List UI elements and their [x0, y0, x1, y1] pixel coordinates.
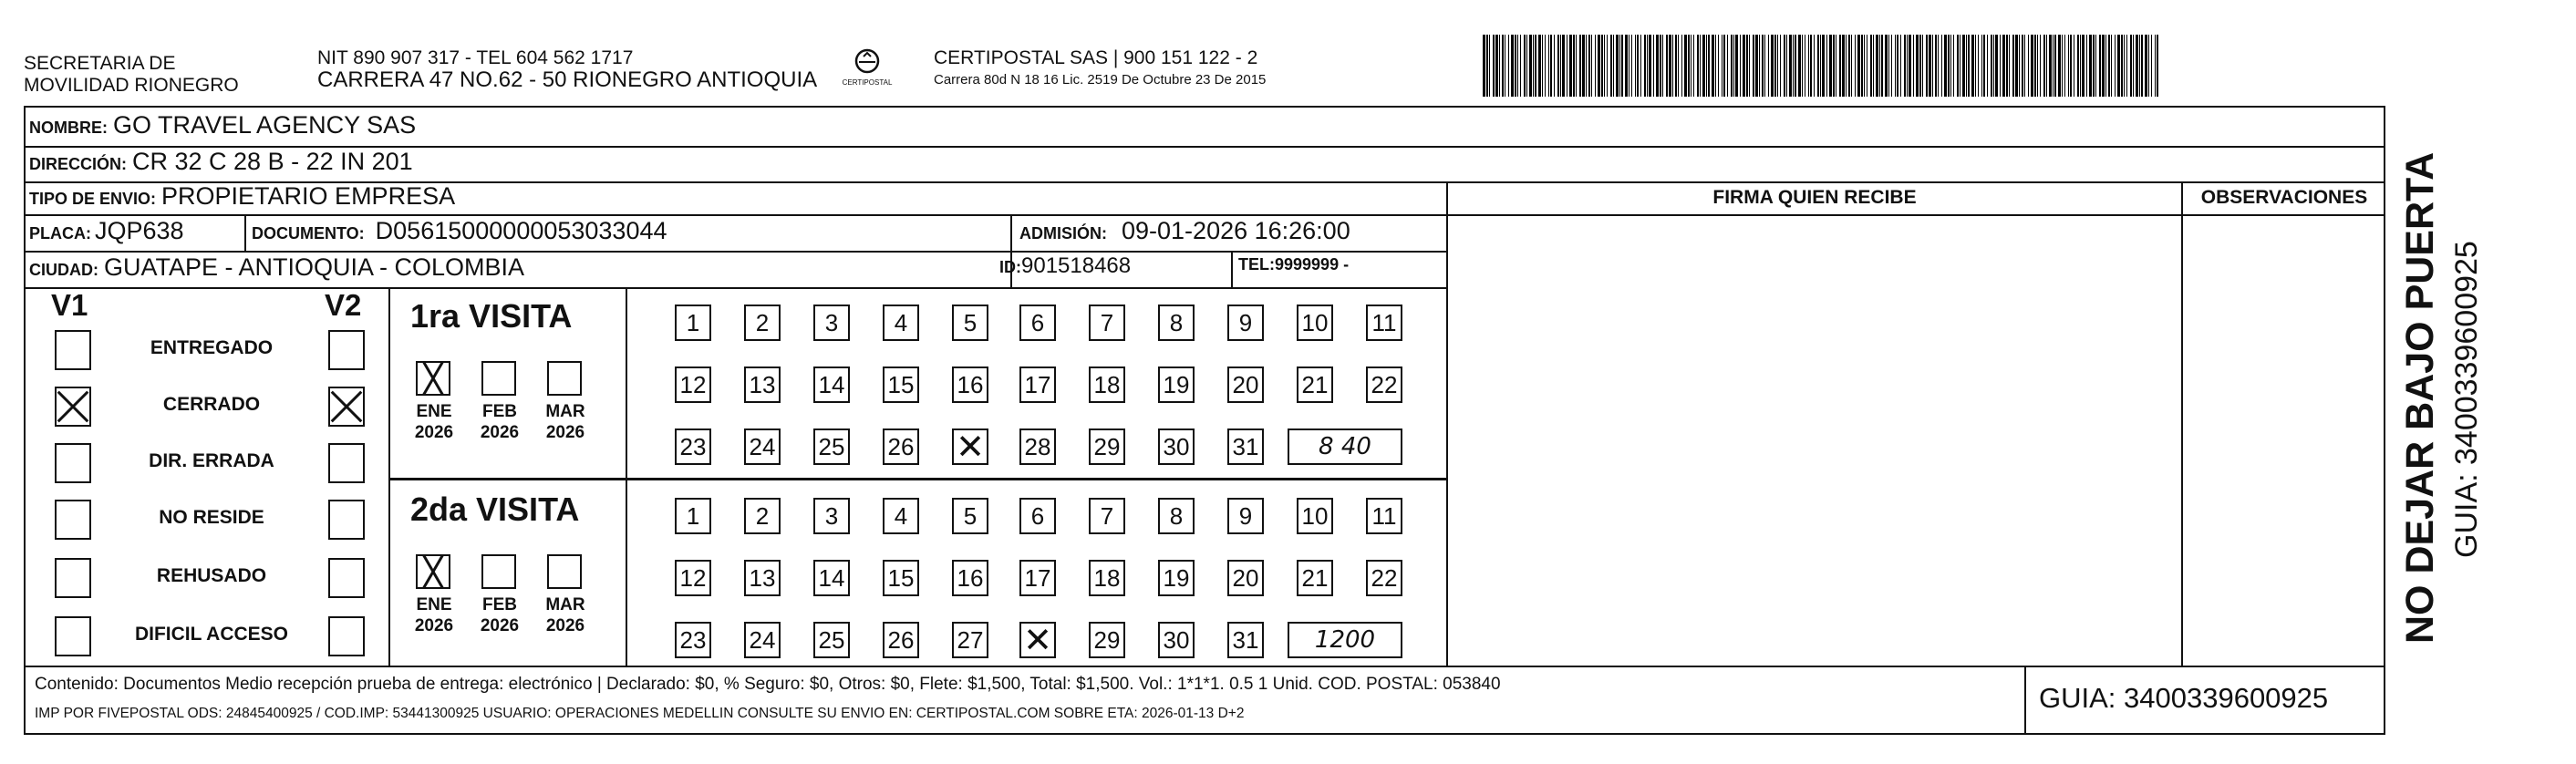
- direccion-label: DIRECCIÓN:: [29, 155, 127, 173]
- month-checkbox[interactable]: [547, 554, 582, 589]
- day-box-7[interactable]: 7: [1089, 498, 1125, 534]
- tipo-envio-value: PROPIETARIO EMPRESA: [161, 182, 456, 210]
- day-box-15[interactable]: 15: [883, 560, 919, 596]
- month-name: MAR: [545, 402, 585, 421]
- month-checkbox[interactable]: [416, 361, 450, 396]
- v2-checkbox[interactable]: [328, 500, 365, 540]
- v1-checkbox[interactable]: [55, 558, 91, 598]
- day-box-29[interactable]: 29: [1089, 622, 1125, 658]
- day-box-27[interactable]: [952, 428, 988, 465]
- tel-value: 9999999 -: [1275, 255, 1350, 274]
- firma-quien-recibe-header: FIRMA QUIEN RECIBE: [1712, 187, 1917, 208]
- nombre-row: [29, 111, 416, 139]
- day-box-8[interactable]: 8: [1158, 305, 1195, 341]
- day-box-25[interactable]: 25: [813, 428, 850, 465]
- day-box-31[interactable]: 31: [1227, 428, 1264, 465]
- month-label: [540, 594, 591, 636]
- admision-label: ADMISIÓN:: [1019, 224, 1107, 243]
- v1-checkbox[interactable]: [55, 387, 91, 427]
- month-name: FEB: [482, 595, 517, 614]
- side-guia-number: GUIA: 3400339600925: [2449, 241, 2484, 558]
- barcode: [1483, 35, 2157, 97]
- day-box-26[interactable]: 26: [883, 622, 919, 658]
- observaciones-area[interactable]: [2185, 217, 2384, 664]
- month-name: ENE: [416, 402, 452, 421]
- month-label: [540, 401, 591, 443]
- v2-checkbox[interactable]: [328, 387, 365, 427]
- status-option-label: DIR. ERRADA: [149, 450, 274, 471]
- id-label: ID:: [999, 258, 1021, 276]
- day-box-4[interactable]: 4: [883, 305, 919, 341]
- courier-line-1: CERTIPOSTAL SAS | 900 151 122 - 2: [934, 47, 1258, 68]
- month-name: FEB: [482, 402, 517, 421]
- day-box-22[interactable]: 22: [1366, 560, 1402, 596]
- month-year: 2026: [545, 423, 585, 442]
- v1-checkbox[interactable]: [55, 500, 91, 540]
- day-box-21[interactable]: 21: [1297, 560, 1333, 596]
- day-box-9[interactable]: 9: [1227, 498, 1264, 534]
- documento-field: [252, 217, 667, 245]
- day-box-19[interactable]: 19: [1158, 367, 1195, 403]
- month-checkbox[interactable]: [416, 554, 450, 589]
- id-field: [999, 253, 1131, 279]
- day-box-30[interactable]: 30: [1158, 428, 1195, 465]
- documento-value: D05615000000053033044: [375, 217, 667, 244]
- day-box-16[interactable]: 16: [952, 367, 988, 403]
- day-box-29[interactable]: 29: [1089, 428, 1125, 465]
- status-option-label: ENTREGADO: [150, 337, 274, 358]
- day-box-6[interactable]: 6: [1019, 305, 1056, 341]
- day-box-23[interactable]: 23: [675, 428, 711, 465]
- issuer-line-1: SECRETARIA DE: [24, 53, 176, 74]
- day-box-3[interactable]: 3: [813, 498, 850, 534]
- observaciones-header: OBSERVACIONES: [2200, 187, 2368, 208]
- status-option-label: CERRADO: [162, 394, 261, 415]
- placa-value: JQP638: [95, 217, 184, 244]
- day-box-11[interactable]: 11: [1366, 305, 1402, 341]
- documento-label: DOCUMENTO:: [252, 224, 365, 243]
- day-box-28[interactable]: [1019, 622, 1056, 658]
- day-box-26[interactable]: 26: [883, 428, 919, 465]
- month-checkbox[interactable]: [481, 361, 516, 396]
- tel-label: TEL:: [1238, 255, 1275, 274]
- day-box-11[interactable]: 11: [1366, 498, 1402, 534]
- day-box-25[interactable]: 25: [813, 622, 850, 658]
- day-box-9[interactable]: 9: [1227, 305, 1264, 341]
- day-box-24[interactable]: 24: [744, 428, 781, 465]
- placa-field: [29, 217, 184, 245]
- visit-time-box[interactable]: 1200: [1288, 622, 1402, 658]
- no-dejar-bajo-puerta-notice: NO DEJAR BAJO PUERTA: [2398, 151, 2442, 644]
- month-label: [474, 401, 525, 443]
- ciudad-label: CIUDAD:: [29, 261, 98, 279]
- address-line: CARRERA 47 NO.62 - 50 RIONEGRO ANTIOQUIA: [317, 67, 818, 92]
- v2-checkbox[interactable]: [328, 616, 365, 656]
- month-name: MAR: [545, 595, 585, 614]
- tel-field: [1238, 255, 1349, 274]
- ciudad-value: GUATAPE - ANTIOQUIA - COLOMBIA: [104, 253, 525, 281]
- month-year: 2026: [545, 616, 585, 635]
- v1-header: V1: [51, 288, 88, 322]
- month-year: 2026: [480, 423, 520, 442]
- v1-checkbox[interactable]: [55, 616, 91, 656]
- issuer-name: [24, 53, 239, 97]
- day-box-18[interactable]: 18: [1089, 367, 1125, 403]
- footer-guia-number: GUIA: 3400339600925: [2039, 682, 2329, 714]
- v2-checkbox[interactable]: [328, 558, 365, 598]
- day-box-1[interactable]: 1: [675, 305, 711, 341]
- day-box-7[interactable]: 7: [1089, 305, 1125, 341]
- svg-text:CERTIPOSTAL: CERTIPOSTAL: [842, 78, 893, 87]
- v1-checkbox[interactable]: [55, 330, 91, 370]
- month-label: [474, 594, 525, 636]
- day-box-14[interactable]: 14: [813, 560, 850, 596]
- v2-checkbox[interactable]: [328, 443, 365, 483]
- visit-title: 1ra VISITA: [410, 297, 573, 335]
- nit-line: NIT 890 907 317 - TEL 604 562 1717: [317, 47, 634, 68]
- day-box-10[interactable]: 10: [1297, 498, 1333, 534]
- month-year: 2026: [414, 616, 454, 635]
- signature-area[interactable]: [1450, 217, 2179, 664]
- day-box-17[interactable]: 17: [1019, 560, 1056, 596]
- day-box-6[interactable]: 6: [1019, 498, 1056, 534]
- day-box-12[interactable]: 12: [675, 560, 711, 596]
- visit-title: 2da VISITA: [410, 490, 580, 528]
- visit-time-box[interactable]: 8 40: [1288, 428, 1402, 465]
- id-value: 901518468: [1021, 253, 1132, 278]
- admision-field: [1019, 217, 1350, 245]
- courier-info: [934, 47, 1266, 89]
- placa-label: PLACA:: [29, 224, 91, 243]
- footer-contents-line: Contenido: Documentos Medio recepción prueba de entrega: electrónico | Declarado: $0, % Seguro: $0, Otros: $0, Flete: $1,500, Total: $1,500. Vol.: 1*1*1. 0.5 1 Unid. COD. POSTAL: 053840: [35, 675, 1501, 694]
- v2-header: V2: [325, 288, 362, 322]
- day-box-24[interactable]: 24: [744, 622, 781, 658]
- day-box-21[interactable]: 21: [1297, 367, 1333, 403]
- nombre-value: GO TRAVEL AGENCY SAS: [113, 111, 417, 139]
- status-option-label: NO RESIDE: [159, 507, 264, 528]
- day-box-16[interactable]: 16: [952, 560, 988, 596]
- day-box-20[interactable]: 20: [1227, 367, 1264, 403]
- day-box-1[interactable]: 1: [675, 498, 711, 534]
- day-box-18[interactable]: 18: [1089, 560, 1125, 596]
- day-box-19[interactable]: 19: [1158, 560, 1195, 596]
- day-box-5[interactable]: 5: [952, 498, 988, 534]
- day-box-13[interactable]: 13: [744, 560, 781, 596]
- day-box-15[interactable]: 15: [883, 367, 919, 403]
- day-box-22[interactable]: 22: [1366, 367, 1402, 403]
- day-box-30[interactable]: 30: [1158, 622, 1195, 658]
- v2-checkbox[interactable]: [328, 330, 365, 370]
- ciudad-field: [29, 253, 524, 282]
- nombre-label: NOMBRE:: [29, 119, 108, 137]
- day-box-2[interactable]: 2: [744, 498, 781, 534]
- day-box-12[interactable]: 12: [675, 367, 711, 403]
- day-box-17[interactable]: 17: [1019, 367, 1056, 403]
- day-box-20[interactable]: 20: [1227, 560, 1264, 596]
- month-name: ENE: [416, 595, 452, 614]
- day-box-28[interactable]: 28: [1019, 428, 1056, 465]
- issuer-contact: [317, 47, 817, 91]
- day-box-23[interactable]: 23: [675, 622, 711, 658]
- month-year: 2026: [414, 423, 454, 442]
- day-box-13[interactable]: 13: [744, 367, 781, 403]
- month-checkbox[interactable]: [547, 361, 582, 396]
- day-box-8[interactable]: 8: [1158, 498, 1195, 534]
- month-checkbox[interactable]: [481, 554, 516, 589]
- barcode-bar: [2157, 35, 2158, 97]
- tipo-envio-label: TIPO DE ENVIO:: [29, 190, 157, 208]
- month-year: 2026: [480, 616, 520, 635]
- admision-value: 09-01-2026 16:26:00: [1122, 217, 1350, 244]
- status-option-label: DIFICIL ACCESO: [134, 624, 288, 645]
- direccion-value: CR 32 C 28 B - 22 IN 201: [132, 148, 413, 175]
- day-box-2[interactable]: 2: [744, 305, 781, 341]
- day-box-27[interactable]: 27: [952, 622, 988, 658]
- certipostal-logo: [837, 46, 897, 91]
- day-box-3[interactable]: 3: [813, 305, 850, 341]
- footer-print-info-line: IMP POR FIVEPOSTAL ODS: 24845400925 / COD.IMP: 53441300925 USUARIO: OPERACIONES MEDELLIN CONSULTE SU ENVIO EN: CERTIPOSTAL.COM SOBRE ETA: 2026-01-13 D+2: [35, 706, 1245, 721]
- issuer-line-2: MOVILIDAD RIONEGRO: [24, 75, 239, 96]
- month-label: [409, 594, 460, 636]
- month-label: [409, 401, 460, 443]
- v1-checkbox[interactable]: [55, 443, 91, 483]
- tipo-envio-row: [29, 182, 455, 211]
- day-box-10[interactable]: 10: [1297, 305, 1333, 341]
- direccion-row: [29, 148, 413, 176]
- day-box-14[interactable]: 14: [813, 367, 850, 403]
- day-box-4[interactable]: 4: [883, 498, 919, 534]
- day-box-31[interactable]: 31: [1227, 622, 1264, 658]
- courier-line-2: Carrera 80d N 18 16 Lic. 2519 De Octubre 23 De 2015: [934, 72, 1267, 88]
- day-box-5[interactable]: 5: [952, 305, 988, 341]
- status-option-label: REHUSADO: [156, 565, 267, 586]
